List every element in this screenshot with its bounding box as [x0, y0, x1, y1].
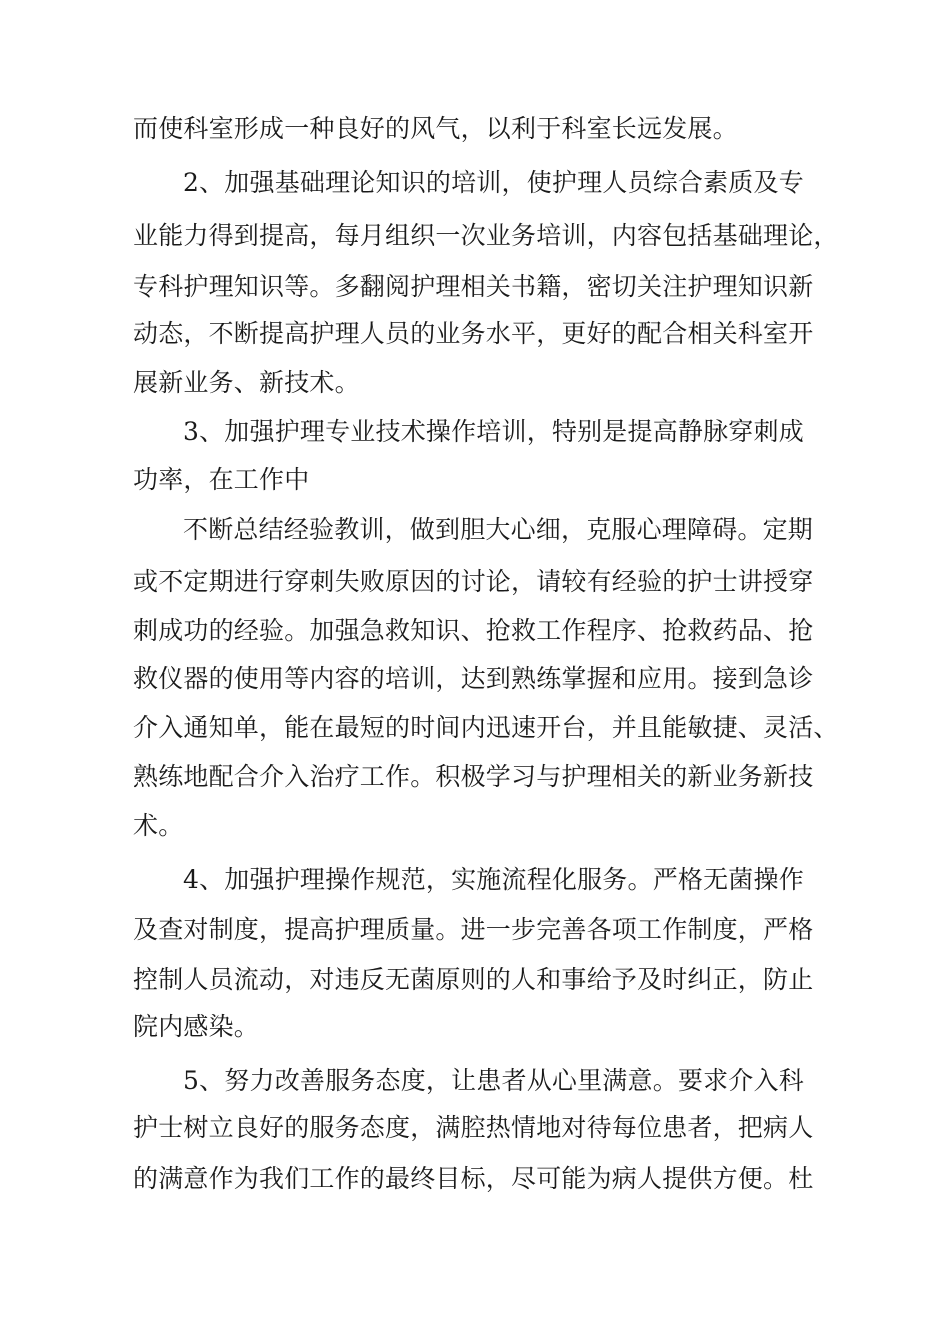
paragraph-4-line: 4、加强护理操作规范，实施流程化服务。严格无菌操作 — [183, 865, 804, 894]
text-line: 功率，在工作中 — [133, 465, 310, 494]
paragraph-3-line: 3、加强护理专业技术操作培训，特别是提高静脉穿刺成 — [183, 417, 804, 446]
text-line: 而使科室形成一种良好的风气，以利于科室长远发展。 — [133, 114, 738, 143]
text-line: 及查对制度，提高护理质量。进一步完善各项工作制度，严格 — [133, 915, 814, 944]
paragraph-5-line: 5、努力改善服务态度，让患者从心里满意。要求介入科 — [183, 1066, 804, 1095]
text-line: 熟练地配合介入治疗工作。积极学习与护理相关的新业务新技 — [133, 762, 814, 791]
paragraph-2-line: 2、加强基础理论知识的培训，使护理人员综合素质及专 — [183, 168, 804, 197]
text-line: 控制人员流动，对违反无菌原则的人和事给予及时纠正，防止 — [133, 965, 814, 994]
text-line: 的满意作为我们工作的最终目标，尽可能为病人提供方便。杜 — [133, 1164, 814, 1193]
text-line: 院内感染。 — [133, 1012, 260, 1041]
text-line: 专科护理知识等。多翻阅护理相关书籍，密切关注护理知识新 — [133, 272, 814, 301]
text-line: 术。 — [133, 811, 184, 840]
paragraph-continuation-line: 不断总结经验教训，做到胆大心细，克服心理障碍。定期 — [183, 515, 814, 544]
text-line: 刺成功的经验。加强急救知识、抢救工作程序、抢救药品、抢 — [133, 616, 814, 645]
text-line: 展新业务、新技术。 — [133, 368, 360, 397]
text-line: 动态，不断提高护理人员的业务水平，更好的配合相关科室开 — [133, 319, 814, 348]
text-line: 救仪器的使用等内容的培训，达到熟练掌握和应用。接到急诊 — [133, 664, 814, 693]
text-line: 介入通知单，能在最短的时间内迅速开台，并且能敏捷、灵活、 — [133, 713, 839, 742]
text-line: 或不定期进行穿刺失败原因的讨论，请较有经验的护士讲授穿 — [133, 567, 814, 596]
text-line: 护士树立良好的服务态度，满腔热情地对待每位患者，把病人 — [133, 1113, 814, 1142]
text-line: 业能力得到提高，每月组织一次业务培训，内容包括基础理论， — [133, 221, 839, 250]
